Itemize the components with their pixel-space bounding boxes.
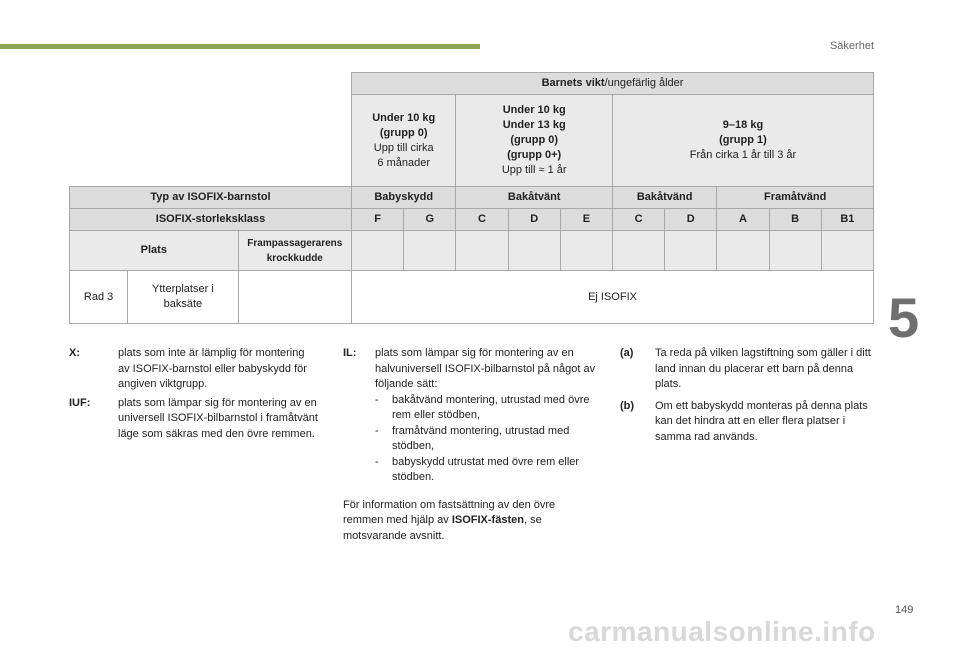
note-key: (b) [620, 399, 635, 412]
weight-group-line: (grupp 0) [379, 126, 428, 139]
row3-value: Ej ISOFIX [352, 271, 874, 324]
legend-entry-il [343, 346, 596, 486]
empty-cell [456, 231, 508, 271]
row3-position: Ytterplatser i baksäte [128, 271, 238, 324]
weight-group-0 [352, 95, 456, 187]
legend-entry-iuf [69, 396, 319, 443]
legend-entry-x [69, 346, 319, 393]
isofix-info-paragraph: För information om fastsättning av den övre remmen med hjälp av ISOFIX-fästen, se motsvarande avsnitt. [343, 498, 556, 542]
type-cell: Bakåtvänt [456, 187, 613, 209]
seat-label: Plats [70, 231, 239, 271]
weight-group-line: 9–18 kg [722, 119, 764, 131]
size-cell: D [508, 209, 560, 231]
weight-group-line: 6 månader [377, 156, 431, 169]
watermark: carmanualsonline.info [568, 616, 876, 647]
size-cell: C [612, 209, 664, 231]
section-title: Säkerhet [829, 40, 874, 52]
empty-cell [821, 231, 873, 271]
legend-col-3 [620, 346, 872, 448]
type-label: Typ av ISOFIX-barnstol [70, 187, 352, 209]
weight-group-line: (grupp 1) [719, 134, 767, 146]
mounting-list [375, 393, 596, 486]
weight-group-line: Under 13 kg [502, 119, 566, 131]
empty-cell [665, 231, 717, 271]
weight-group-1 [612, 95, 873, 187]
weight-group-line: Upp till cirka [373, 141, 434, 154]
empty-cell [508, 231, 560, 271]
empty-cell [769, 231, 821, 271]
type-cell: Bakåtvänd [612, 187, 716, 209]
legend-text: plats som lämpar sig för montering av en halvuniversell ISOFIX-bilbarnstol på något av följande sätt: [375, 347, 596, 390]
legend-key: IL: [343, 347, 357, 359]
list-item: - babyskydd utrustat med övre rem eller stödben. [375, 455, 580, 483]
size-cell: F [352, 209, 404, 231]
row3-airbag [238, 271, 351, 324]
legend-col-1 [69, 346, 319, 445]
list-item: - framåtvänd montering, utrustad med stödben, [375, 424, 570, 452]
note-text: Ta reda på vilken lagstiftning som gäller i ditt land innan du placerar ett barn på denna plats. [655, 347, 871, 390]
page-number: 149 [895, 604, 914, 616]
weight-group-line: Upp till ≈ 1 år [501, 164, 567, 176]
empty-cell [352, 231, 404, 271]
legend-key: X: [69, 347, 80, 359]
size-cell: C [456, 209, 508, 231]
weight-group-line: Under 10 kg [372, 111, 436, 124]
size-cell: B1 [821, 209, 873, 231]
note-key: (a) [620, 347, 634, 359]
type-cell: Framåtvänd [717, 187, 874, 209]
row3-label: Rad 3 [70, 271, 128, 324]
note-b [620, 399, 872, 446]
empty-cell [404, 231, 456, 271]
size-cell: D [665, 209, 717, 231]
airbag-label: Frampassagerarens krockkudde [238, 231, 351, 271]
legend-col-2 [343, 346, 596, 544]
weight-group-line: Under 10 kg [502, 104, 566, 116]
weight-group-line: (grupp 0+) [507, 149, 562, 161]
size-label: ISOFIX-storleksklass [70, 209, 352, 231]
legend-text: plats som lämpar sig för montering av en universell ISOFIX-bilbarnstol i framåtvänt läge som säkras med den övre remmen. [118, 396, 318, 440]
list-item: - bakåtvänd montering, utrustad med övre rem eller stödben, [375, 393, 590, 421]
size-cell: G [404, 209, 456, 231]
legend-text: plats som inte är lämplig för montering av ISOFIX-barnstol eller babyskydd för angiven viktgrupp. [118, 347, 307, 390]
chapter-number: 5 [888, 286, 920, 349]
size-cell: B [769, 209, 821, 231]
weight-header: Barnets vikt/ungefärlig ålder [352, 73, 874, 95]
weight-group-line: Från cirka 1 år till 3 år [689, 149, 797, 161]
weight-group-0plus [456, 95, 613, 187]
size-cell: E [560, 209, 612, 231]
legend-key: IUF: [69, 396, 91, 409]
empty-cell [612, 231, 664, 271]
empty-cell [560, 231, 612, 271]
note-text: Om ett babyskydd monteras på denna plats kan det hindra att en eller flera platser i samma rad används. [655, 399, 868, 443]
weight-group-line: (grupp 0) [510, 134, 559, 146]
type-cell: Babyskydd [352, 187, 456, 209]
header-accent-bar [0, 44, 480, 49]
empty-cell [717, 231, 769, 271]
size-cell: A [717, 209, 769, 231]
note-a [620, 346, 872, 393]
isofix-table [69, 72, 874, 324]
